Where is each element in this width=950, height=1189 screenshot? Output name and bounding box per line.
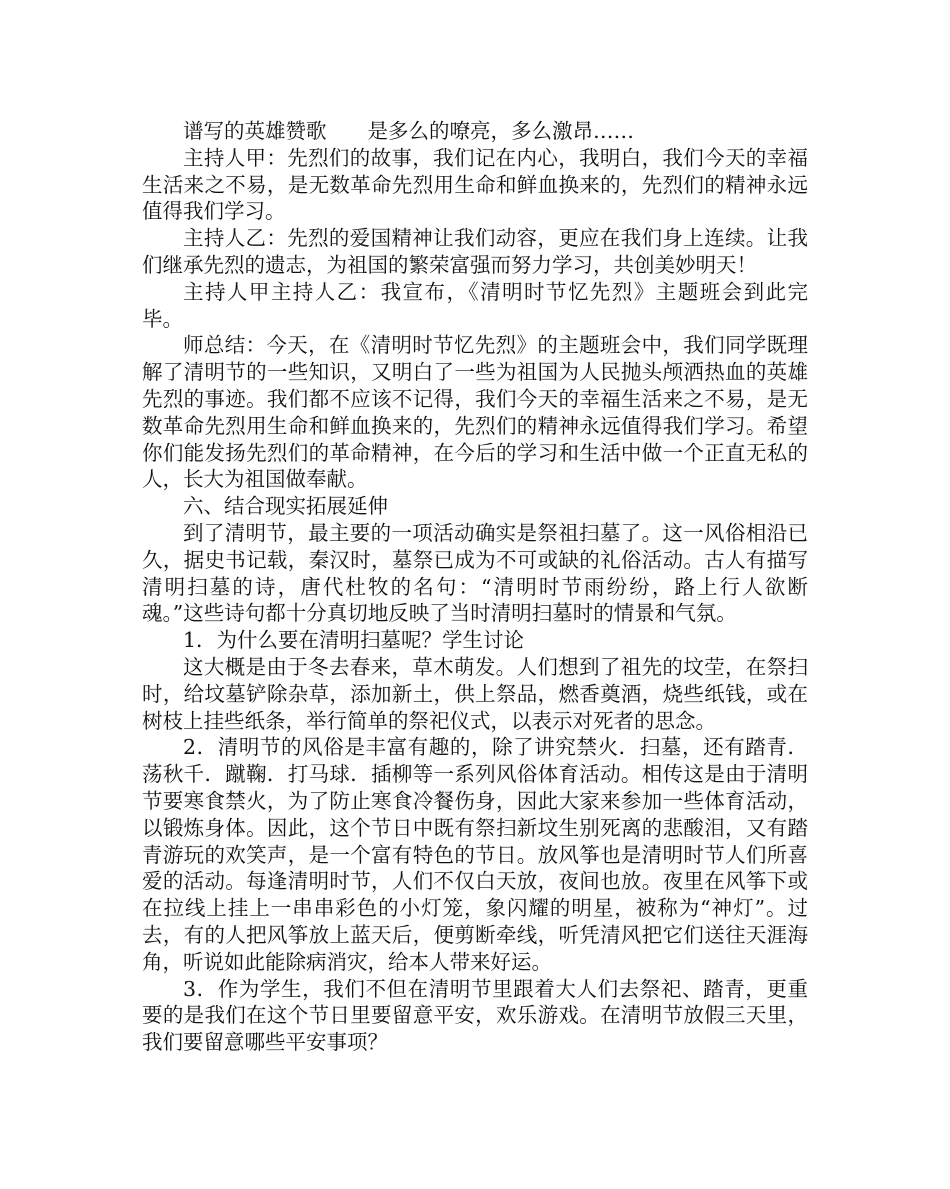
section-heading-six: 六、结合现实拓展延伸 — [183, 494, 388, 519]
paragraph-host-a: 主持人甲：先烈们的故事，我们记在内心，我明白，我们今天的幸福生活来之不易，是无数革命先烈用生命和鲜血换来的，先烈们的精神永远值得我们学习。 — [142, 145, 808, 224]
document-page — [142, 118, 808, 1056]
paragraph-teacher-summary: 师总结：今天，在《清明时节忆先烈》的主题班会中，我们同学既理解了清明节的一些知识，又明白了一些为祖国为人民抛头颅洒热血的英雄先烈的事迹。我们都不应该不记得，我们今天的幸福生活来之不易，是无数革命先烈用生命和鲜血换来的，先烈们的精神永远值得我们学习。希望你们能发扬先烈们的革命精神，在今后的学习和生活中做一个正直无私的人，长大为祖国做奉献。 — [142, 333, 808, 492]
paragraph-host-b: 主持人乙：先烈的爱国精神让我们动容，更应在我们身上连续。让我们继承先烈的遗志，为祖国的繁荣富强而努力学习，共创美妙明天！ — [142, 226, 808, 277]
paragraph-hosts-closing: 主持人甲主持人乙：我宣布，《清明时节忆先烈》主题班会到此完毕。 — [142, 279, 808, 331]
paragraph-tomb-sweeping: 到了清明节，最主要的一项活动确实是祭祖扫墓了。这一风俗相沿已久，据史书记载，秦汉时，墓祭已成为不可或缺的礼俗活动。古人有描写清明扫墓的诗，唐代杜牧的名句：“清明时节雨纷纷，路上行人欲断魂。”这些诗句都十分真切地反映了当时清明扫墓时的情景和气氛。 — [142, 520, 808, 626]
paragraph-customs: 2．清明节的风俗是丰富有趣的，除了讲究禁火．扫墓，还有踏青．荡秋千．蹴鞠．打马球．插柳等一系列风俗体育活动。相传这是由于清明节要寒食禁火，为了防止寒食冷餐伤身，因此大家来参加一些体育活动，以锻炼身体。因此，这个节日中既有祭扫新坟生别死离的悲酸泪，又有踏青游玩的欢笑声，是一个富有特色的节日。放风筝也是清明时节人们所喜爱的活动。每逢清明时节，人们不仅白天放，夜间也放。夜里在风筝下或在拉线上挂上一串串彩色的小灯笼，象闪耀的明星，被称为“神灯”。过去，有的人把风筝放上蓝天后，便剪断牵线，听凭清风把它们送往天涯海角，听说如此能除病消灾，给本人带来好运。 — [142, 735, 808, 974]
question-one: 1．为什么要在清明扫墓呢？学生讨论 — [183, 628, 525, 653]
paragraph-hero-song: 谱写的英雄赞歌 是多么的嘹亮，多么激昂…… — [183, 119, 634, 143]
paragraph-answer-one: 这大概是由于冬去春来，草木萌发。人们想到了祖先的坟茔，在祭扫时，给坟墓铲除杂草，添加新土，供上祭品，燃香奠酒，烧些纸钱，或在树枝上挂些纸条，举行简单的祭祀仪式，以表示对死者的思念。 — [142, 654, 808, 733]
paragraph-safety: 3．作为学生，我们不但在清明节里跟着大人们去祭祀、踏青，更重要的是我们在这个节日里要留意平安，欢乐游戏。在清明节放假三天里，我们要留意哪些平安事项？ — [142, 976, 808, 1055]
